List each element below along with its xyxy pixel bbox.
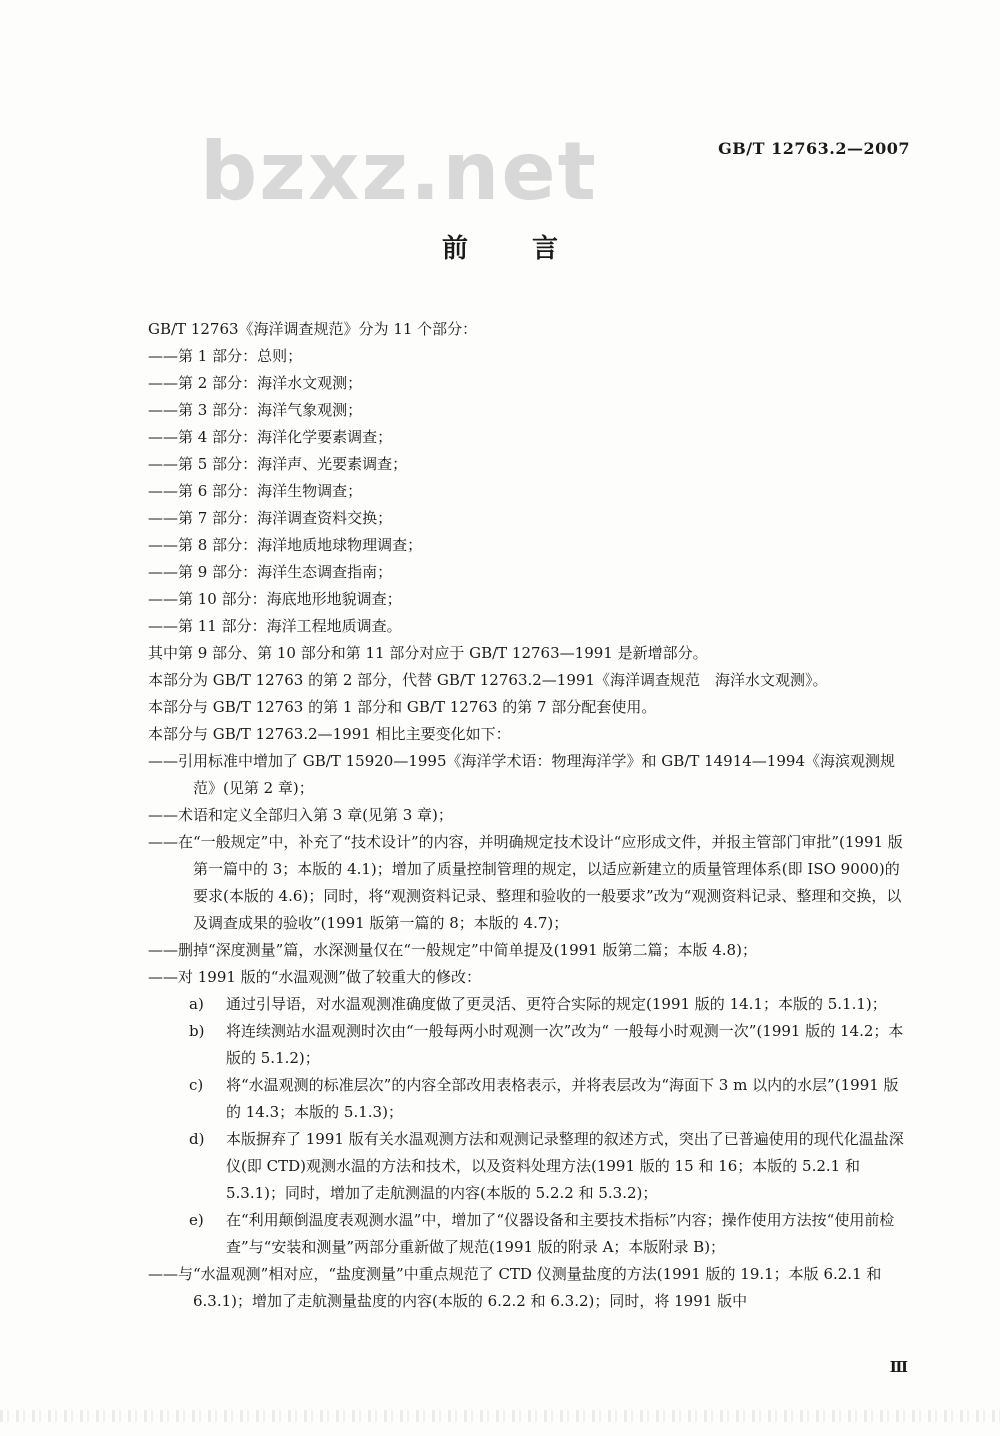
sub-item	[148, 1072, 910, 1126]
page-title: 前言	[441, 234, 622, 264]
part-item: ——第 5 部分：海洋声、光要素调查；	[148, 455, 408, 473]
sub-item-label: e)	[189, 1211, 204, 1229]
sub-item-text: 通过引导语，对水温观测准确度做了更灵活、更符合实际的规定(1991 版的 14.1；本版的 5.1.1)；	[226, 995, 887, 1013]
sub-item-label: d)	[189, 1130, 205, 1148]
change-item: ——引用标准中增加了 GB/T 15920—1995《海洋学术语：物理海洋学》和 GB/T 14914—1994《海滨观测规范》(见第 2 章)；	[148, 752, 895, 797]
replace-paragraph: 本部分为 GB/T 12763 的第 2 部分，代替 GB/T 12763.2—1991《海洋调查规范 海洋水文观测》。	[148, 671, 828, 689]
sub-item	[148, 1207, 910, 1261]
part-item: ——第 3 部分：海洋气象观测；	[148, 401, 363, 419]
sub-item-text: 在“利用颠倒温度表观测水温”中，增加了“仪器设备和主要技术指标”内容；操作使用方法按“使用前检查”与“安装和测量”两部分重新做了规范(1991 版的附录 A；本版附录 B)；	[226, 1211, 895, 1256]
sub-item	[148, 1018, 910, 1072]
watermark: bzxz.net	[200, 125, 598, 218]
change-item: ——在“一般规定”中，补充了“技术设计”的内容，并明确规定技术设计“应形成文件，并报主管部门审批”(1991 版第一篇中的 3；本版的 4.1)；增加了质量控制管理的规定，以适应新建立的质量管理体系(即 ISO 9000)的要求(本版的 4.6)；同时，将“观测资料记录、整理和验收的一般要求”改为“观测资料记录、整理和交换，以及调查成果的验收”(1991 版第一篇的 8；本版的 4.7)；	[148, 833, 903, 932]
part-item: ——第 8 部分：海洋地质地球物理调查；	[148, 536, 423, 554]
change-item: ——对 1991 版的“水温观测”做了较重大的修改：	[148, 968, 482, 986]
page-number: Ⅲ	[889, 1358, 908, 1376]
document-body	[148, 316, 910, 1315]
sub-item-label: a)	[189, 995, 204, 1013]
intro-paragraph: GB/T 12763《海洋调查规范》分为 11 个部分：	[148, 320, 478, 338]
new-parts-paragraph: 其中第 9 部分、第 10 部分和第 11 部分对应于 GB/T 12763—1991 是新增部分。	[148, 644, 708, 662]
part-item: ——第 4 部分：海洋化学要素调查；	[148, 428, 393, 446]
part-item: ——第 9 部分：海洋生态调查指南；	[148, 563, 393, 581]
sub-item-text: 本版摒弃了 1991 版有关水温观测方法和观测记录整理的叙述方式，突出了已普遍使用的现代化温盐深仪(即 CTD)观测水温的方法和技术，以及资料处理方法(1991 版的 15 和 16；本版的 5.2.1 和 5.3.1)；同时，增加了走航测温的内容(本版的 5.2.2 和 5.3.2)；	[226, 1130, 904, 1202]
part-item: ——第 1 部分：总则；	[148, 347, 303, 365]
part-item: ——第 7 部分：海洋调查资料交换；	[148, 509, 393, 527]
sub-item	[148, 1126, 910, 1207]
usage-paragraph: 本部分与 GB/T 12763 的第 1 部分和 GB/T 12763 的第 7 部分配套使用。	[148, 698, 657, 716]
sub-item-label: c)	[189, 1076, 204, 1094]
sub-item-text: 将“水温观测的标准层次”的内容全部改用表格表示，并将表层改为“海面下 3 m 以内的水层”(1991 版的 14.3；本版的 5.1.3)；	[226, 1076, 899, 1121]
part-item: ——第 11 部分：海洋工程地质调查。	[148, 617, 402, 635]
part-item: ——第 6 部分：海洋生物调查；	[148, 482, 363, 500]
change-item: ——与“水温观测”相对应，“盐度测量”中重点规范了 CTD 仪测量盐度的方法(1991 版的 19.1；本版 6.2.1 和 6.3.1)；增加了走航测量盐度的内容(本版的 6.2.2 和 6.3.2)；同时，将 1991 版中	[148, 1265, 882, 1310]
changes-intro-paragraph: 本部分与 GB/T 12763.2—1991 相比主要变化如下：	[148, 725, 511, 743]
sub-item-label: b)	[189, 1022, 205, 1040]
sub-item	[148, 991, 910, 1018]
part-item: ——第 2 部分：海洋水文观测；	[148, 374, 363, 392]
standard-number: GB/T 12763.2—2007	[718, 139, 910, 158]
sub-item-text: 将连续测站水温观测时次由“一般每两小时观测一次”改为“ 一般每小时观测一次”(1991 版的 14.2；本版的 5.1.2)；	[226, 1022, 904, 1067]
scan-artifact	[0, 1410, 1000, 1422]
change-item: ——删掉“深度测量”篇，水深测量仅在“一般规定”中简单提及(1991 版第二篇；本版 4.8)；	[148, 941, 757, 959]
change-item: ——术语和定义全部归入第 3 章(见第 3 章)；	[148, 806, 453, 824]
part-item: ——第 10 部分：海底地形地貌调查；	[148, 590, 402, 608]
